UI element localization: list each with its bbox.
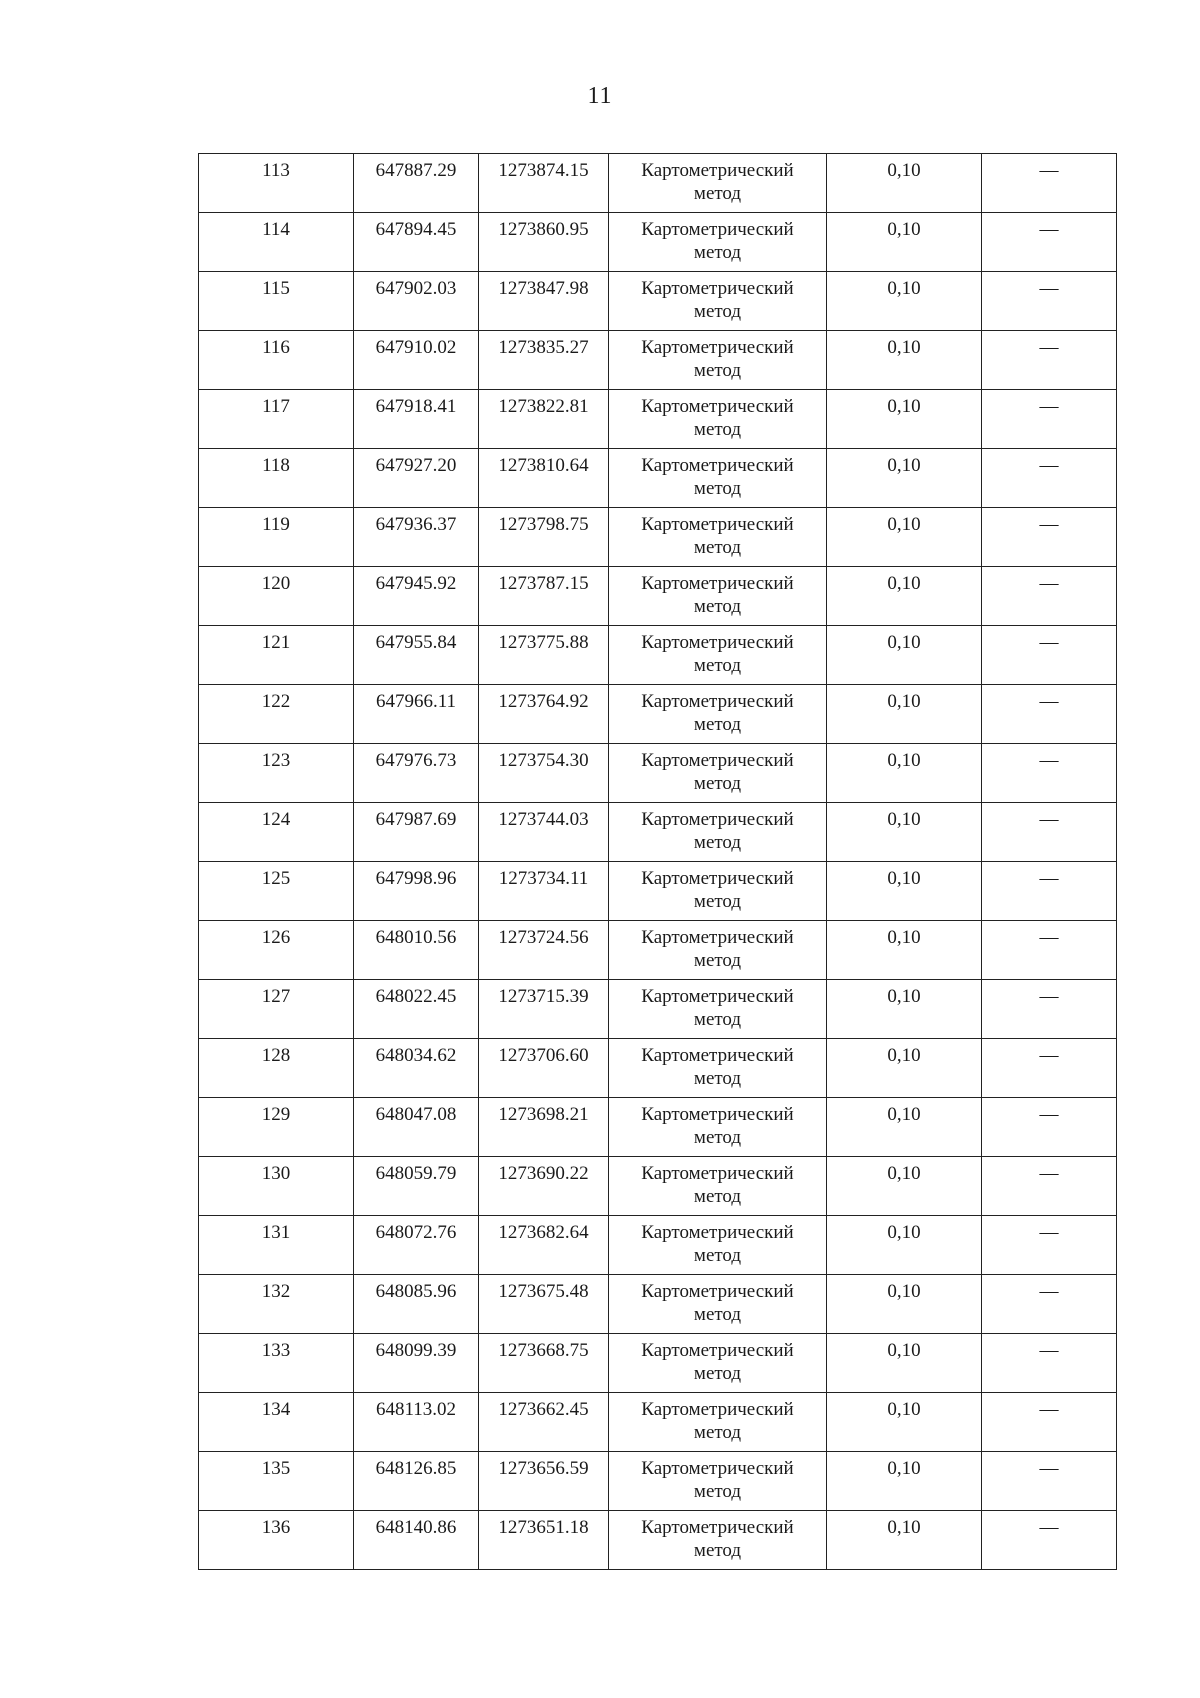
y-coordinate-cell: 1273715.39: [479, 980, 609, 1039]
method-line-2: метод: [693, 773, 742, 794]
table-row: [199, 1452, 1117, 1511]
method-cell: [609, 1098, 827, 1157]
method-line-2: метод: [693, 832, 742, 853]
method-line-1: Картометрический: [641, 809, 794, 830]
table-row: [199, 272, 1117, 331]
method-line-2: метод: [693, 1009, 742, 1030]
method-cell: [609, 213, 827, 272]
note-cell: —: [982, 862, 1117, 921]
x-coordinate-cell: 647902.03: [354, 272, 479, 331]
y-coordinate-cell: 1273651.18: [479, 1511, 609, 1570]
method-cell: [609, 1039, 827, 1098]
y-coordinate-cell: 1273775.88: [479, 626, 609, 685]
method-line-1: Картометрический: [641, 455, 794, 476]
y-coordinate-cell: 1273847.98: [479, 272, 609, 331]
point-number-cell: 131: [199, 1216, 354, 1275]
accuracy-cell: 0,10: [827, 626, 982, 685]
method-line-1: Картометрический: [641, 1222, 794, 1243]
method-cell: [609, 862, 827, 921]
table-row: [199, 862, 1117, 921]
point-number-cell: 117: [199, 390, 354, 449]
method-cell: [609, 685, 827, 744]
table-row: [199, 331, 1117, 390]
table-row: [199, 1216, 1117, 1275]
page-number: 11: [587, 83, 613, 109]
accuracy-cell: 0,10: [827, 1039, 982, 1098]
y-coordinate-cell: 1273874.15: [479, 154, 609, 213]
accuracy-cell: 0,10: [827, 921, 982, 980]
y-coordinate-cell: 1273682.64: [479, 1216, 609, 1275]
x-coordinate-cell: 647976.73: [354, 744, 479, 803]
table-row: [199, 1275, 1117, 1334]
method-line-1: Картометрический: [641, 691, 794, 712]
coordinates-table-body: [199, 154, 1117, 1570]
coordinates-table: [198, 153, 1117, 1570]
method-line-1: Картометрический: [641, 927, 794, 948]
x-coordinate-cell: 647936.37: [354, 508, 479, 567]
method-line-2: метод: [693, 1127, 742, 1148]
table-row: [199, 980, 1117, 1039]
accuracy-cell: 0,10: [827, 862, 982, 921]
accuracy-cell: 0,10: [827, 213, 982, 272]
point-number-cell: 113: [199, 154, 354, 213]
method-line-1: Картометрический: [641, 986, 794, 1007]
y-coordinate-cell: 1273810.64: [479, 449, 609, 508]
note-cell: —: [982, 1334, 1117, 1393]
point-number-cell: 128: [199, 1039, 354, 1098]
accuracy-cell: 0,10: [827, 685, 982, 744]
y-coordinate-cell: 1273860.95: [479, 213, 609, 272]
x-coordinate-cell: 647910.02: [354, 331, 479, 390]
x-coordinate-cell: 648010.56: [354, 921, 479, 980]
x-coordinate-cell: 647945.92: [354, 567, 479, 626]
y-coordinate-cell: 1273744.03: [479, 803, 609, 862]
point-number-cell: 121: [199, 626, 354, 685]
note-cell: —: [982, 744, 1117, 803]
method-line-1: Картометрический: [641, 1399, 794, 1420]
accuracy-cell: 0,10: [827, 508, 982, 567]
method-line-2: метод: [693, 1068, 742, 1089]
method-line-2: метод: [693, 596, 742, 617]
point-number-cell: 134: [199, 1393, 354, 1452]
x-coordinate-cell: 648022.45: [354, 980, 479, 1039]
point-number-cell: 127: [199, 980, 354, 1039]
accuracy-cell: 0,10: [827, 449, 982, 508]
x-coordinate-cell: 648034.62: [354, 1039, 479, 1098]
table-row: [199, 1511, 1117, 1570]
accuracy-cell: 0,10: [827, 272, 982, 331]
note-cell: —: [982, 1098, 1117, 1157]
point-number-cell: 135: [199, 1452, 354, 1511]
y-coordinate-cell: 1273734.11: [479, 862, 609, 921]
method-line-1: Картометрический: [641, 750, 794, 771]
x-coordinate-cell: 647887.29: [354, 154, 479, 213]
y-coordinate-cell: 1273662.45: [479, 1393, 609, 1452]
accuracy-cell: 0,10: [827, 1452, 982, 1511]
point-number-cell: 116: [199, 331, 354, 390]
x-coordinate-cell: 647998.96: [354, 862, 479, 921]
point-number-cell: 125: [199, 862, 354, 921]
method-cell: [609, 1216, 827, 1275]
method-cell: [609, 1511, 827, 1570]
table-row: [199, 154, 1117, 213]
method-line-1: Картометрический: [641, 1517, 794, 1538]
y-coordinate-cell: 1273798.75: [479, 508, 609, 567]
y-coordinate-cell: 1273787.15: [479, 567, 609, 626]
y-coordinate-cell: 1273656.59: [479, 1452, 609, 1511]
method-line-2: метод: [693, 1363, 742, 1384]
point-number-cell: 136: [199, 1511, 354, 1570]
x-coordinate-cell: 648113.02: [354, 1393, 479, 1452]
method-line-1: Картометрический: [641, 1458, 794, 1479]
y-coordinate-cell: 1273835.27: [479, 331, 609, 390]
accuracy-cell: 0,10: [827, 1334, 982, 1393]
note-cell: —: [982, 626, 1117, 685]
point-number-cell: 124: [199, 803, 354, 862]
y-coordinate-cell: 1273754.30: [479, 744, 609, 803]
method-line-2: метод: [693, 537, 742, 558]
method-line-1: Картометрический: [641, 514, 794, 535]
accuracy-cell: 0,10: [827, 1216, 982, 1275]
point-number-cell: 118: [199, 449, 354, 508]
note-cell: —: [982, 1452, 1117, 1511]
table-row: [199, 1039, 1117, 1098]
table-row: [199, 685, 1117, 744]
method-line-1: Картометрический: [641, 868, 794, 889]
point-number-cell: 114: [199, 213, 354, 272]
table-row: [199, 567, 1117, 626]
table-row: [199, 921, 1117, 980]
method-line-1: Картометрический: [641, 1104, 794, 1125]
note-cell: —: [982, 980, 1117, 1039]
method-line-2: метод: [693, 478, 742, 499]
method-cell: [609, 744, 827, 803]
method-cell: [609, 508, 827, 567]
method-line-2: метод: [693, 301, 742, 322]
table-row: [199, 1098, 1117, 1157]
note-cell: —: [982, 331, 1117, 390]
method-cell: [609, 449, 827, 508]
method-cell: [609, 803, 827, 862]
method-line-2: метод: [693, 1481, 742, 1502]
method-cell: [609, 980, 827, 1039]
note-cell: —: [982, 272, 1117, 331]
table-row: [199, 1393, 1117, 1452]
note-cell: —: [982, 1039, 1117, 1098]
table-row: [199, 803, 1117, 862]
x-coordinate-cell: 647918.41: [354, 390, 479, 449]
x-coordinate-cell: 647894.45: [354, 213, 479, 272]
note-cell: —: [982, 1393, 1117, 1452]
x-coordinate-cell: 647955.84: [354, 626, 479, 685]
method-line-2: метод: [693, 1304, 742, 1325]
method-line-2: метод: [693, 242, 742, 263]
y-coordinate-cell: 1273724.56: [479, 921, 609, 980]
x-coordinate-cell: 647927.20: [354, 449, 479, 508]
method-line-1: Картометрический: [641, 160, 794, 181]
method-cell: [609, 272, 827, 331]
point-number-cell: 130: [199, 1157, 354, 1216]
table-row: [199, 390, 1117, 449]
table-row: [199, 1157, 1117, 1216]
note-cell: —: [982, 154, 1117, 213]
method-line-2: метод: [693, 891, 742, 912]
x-coordinate-cell: 647966.11: [354, 685, 479, 744]
y-coordinate-cell: 1273822.81: [479, 390, 609, 449]
table-row: [199, 508, 1117, 567]
method-line-2: метод: [693, 714, 742, 735]
table-row: [199, 626, 1117, 685]
note-cell: —: [982, 508, 1117, 567]
y-coordinate-cell: 1273690.22: [479, 1157, 609, 1216]
accuracy-cell: 0,10: [827, 1393, 982, 1452]
method-line-1: Картометрический: [641, 278, 794, 299]
method-line-2: метод: [693, 1245, 742, 1266]
accuracy-cell: 0,10: [827, 1157, 982, 1216]
x-coordinate-cell: 647987.69: [354, 803, 479, 862]
point-number-cell: 126: [199, 921, 354, 980]
table-row: [199, 449, 1117, 508]
method-line-2: метод: [693, 360, 742, 381]
accuracy-cell: 0,10: [827, 567, 982, 626]
note-cell: —: [982, 685, 1117, 744]
accuracy-cell: 0,10: [827, 1098, 982, 1157]
method-cell: [609, 1157, 827, 1216]
accuracy-cell: 0,10: [827, 744, 982, 803]
x-coordinate-cell: 648099.39: [354, 1334, 479, 1393]
x-coordinate-cell: 648047.08: [354, 1098, 479, 1157]
method-cell: [609, 1393, 827, 1452]
method-line-1: Картометрический: [641, 219, 794, 240]
method-line-2: метод: [693, 183, 742, 204]
point-number-cell: 115: [199, 272, 354, 331]
method-cell: [609, 1452, 827, 1511]
table-row: [199, 1334, 1117, 1393]
note-cell: —: [982, 1511, 1117, 1570]
point-number-cell: 129: [199, 1098, 354, 1157]
note-cell: —: [982, 449, 1117, 508]
method-line-2: метод: [693, 419, 742, 440]
method-line-2: метод: [693, 1540, 742, 1561]
y-coordinate-cell: 1273764.92: [479, 685, 609, 744]
method-line-1: Картометрический: [641, 396, 794, 417]
y-coordinate-cell: 1273698.21: [479, 1098, 609, 1157]
accuracy-cell: 0,10: [827, 1275, 982, 1334]
accuracy-cell: 0,10: [827, 331, 982, 390]
x-coordinate-cell: 648072.76: [354, 1216, 479, 1275]
method-line-1: Картометрический: [641, 1340, 794, 1361]
accuracy-cell: 0,10: [827, 154, 982, 213]
method-cell: [609, 626, 827, 685]
method-line-1: Картометрический: [641, 1163, 794, 1184]
method-cell: [609, 1275, 827, 1334]
accuracy-cell: 0,10: [827, 1511, 982, 1570]
y-coordinate-cell: 1273675.48: [479, 1275, 609, 1334]
note-cell: —: [982, 567, 1117, 626]
note-cell: —: [982, 921, 1117, 980]
point-number-cell: 120: [199, 567, 354, 626]
method-line-1: Картометрический: [641, 1045, 794, 1066]
method-cell: [609, 1334, 827, 1393]
y-coordinate-cell: 1273706.60: [479, 1039, 609, 1098]
method-cell: [609, 331, 827, 390]
point-number-cell: 122: [199, 685, 354, 744]
table-row: [199, 213, 1117, 272]
note-cell: —: [982, 1157, 1117, 1216]
method-line-1: Картометрический: [641, 1281, 794, 1302]
note-cell: —: [982, 803, 1117, 862]
accuracy-cell: 0,10: [827, 803, 982, 862]
method-cell: [609, 567, 827, 626]
point-number-cell: 133: [199, 1334, 354, 1393]
method-line-2: метод: [693, 1186, 742, 1207]
point-number-cell: 132: [199, 1275, 354, 1334]
note-cell: —: [982, 390, 1117, 449]
x-coordinate-cell: 648085.96: [354, 1275, 479, 1334]
method-line-1: Картометрический: [641, 632, 794, 653]
x-coordinate-cell: 648059.79: [354, 1157, 479, 1216]
accuracy-cell: 0,10: [827, 390, 982, 449]
note-cell: —: [982, 1275, 1117, 1334]
point-number-cell: 123: [199, 744, 354, 803]
x-coordinate-cell: 648126.85: [354, 1452, 479, 1511]
table-row: [199, 744, 1117, 803]
note-cell: —: [982, 213, 1117, 272]
accuracy-cell: 0,10: [827, 980, 982, 1039]
method-line-2: метод: [693, 1422, 742, 1443]
method-cell: [609, 390, 827, 449]
method-cell: [609, 921, 827, 980]
note-cell: —: [982, 1216, 1117, 1275]
method-line-1: Картометрический: [641, 337, 794, 358]
point-number-cell: 119: [199, 508, 354, 567]
x-coordinate-cell: 648140.86: [354, 1511, 479, 1570]
method-cell: [609, 154, 827, 213]
method-line-2: метод: [693, 655, 742, 676]
method-line-2: метод: [693, 950, 742, 971]
y-coordinate-cell: 1273668.75: [479, 1334, 609, 1393]
method-line-1: Картометрический: [641, 573, 794, 594]
